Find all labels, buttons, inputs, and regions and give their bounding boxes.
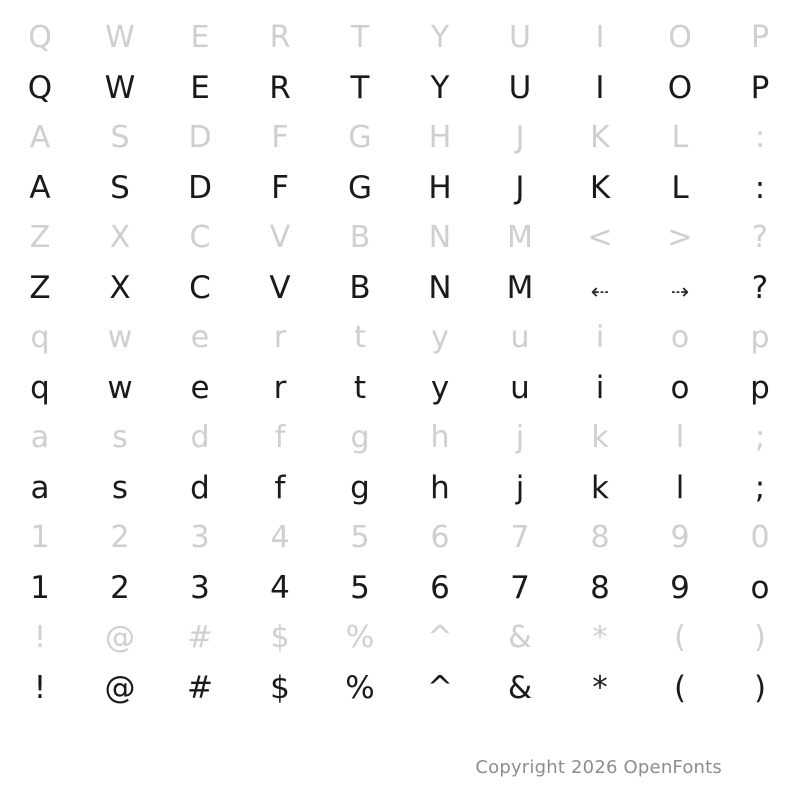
glyph-cell: 3 <box>190 570 210 606</box>
glyph-cell: y <box>430 370 450 406</box>
glyph-cell: ^ <box>427 670 453 706</box>
glyph-cell: a <box>30 420 50 455</box>
glyph-cell: A <box>29 170 51 206</box>
glyph-cell: L <box>671 170 689 206</box>
glyph-cell: ; <box>754 420 766 455</box>
glyph-cell: R <box>269 70 291 106</box>
glyph-cell: i <box>595 370 605 406</box>
copyright-notice: Copyright 2026 OpenFonts <box>475 757 722 778</box>
glyph-cell: J <box>515 120 525 155</box>
glyph-cell: * <box>592 670 608 706</box>
glyph-cell: 7 <box>510 520 530 555</box>
glyph-cell: 0 <box>750 520 770 555</box>
glyph-row <box>0 104 800 153</box>
glyph-cell: D <box>188 120 212 155</box>
glyph-row <box>0 653 800 704</box>
glyph-cell: # <box>187 670 213 706</box>
glyph-cell: F <box>271 170 289 206</box>
glyph-cell: T <box>350 70 370 106</box>
glyph-cell: J <box>515 170 525 206</box>
glyph-cell: < <box>587 220 613 255</box>
glyph-cell: f <box>274 470 286 506</box>
glyph-cell: u <box>510 370 530 406</box>
glyph-cell: I <box>595 70 605 106</box>
glyph-cell: t <box>354 320 366 355</box>
glyph-row <box>0 604 800 653</box>
glyph-cell: 9 <box>670 570 690 606</box>
glyph-cell: p <box>750 370 770 406</box>
glyph-cell: E <box>190 70 210 106</box>
glyph-cell: & <box>507 670 533 706</box>
glyph-cell: S <box>110 170 130 206</box>
glyph-cell: R <box>269 20 291 55</box>
glyph-cell: g <box>350 420 370 455</box>
glyph-cell: o <box>670 370 690 406</box>
glyph-cell: B <box>349 220 371 255</box>
glyph-row <box>0 153 800 204</box>
glyph-cell: D <box>188 170 212 206</box>
glyph-cell: 6 <box>430 520 450 555</box>
glyph-cell: M <box>506 270 534 306</box>
glyph-cell: N <box>428 220 452 255</box>
glyph-cell: $ <box>270 670 290 706</box>
glyph-row <box>0 204 800 253</box>
glyph-cell: F <box>271 120 289 155</box>
glyph-row <box>0 4 800 53</box>
glyph-cell: u <box>510 320 530 355</box>
glyph-cell: M <box>507 220 533 255</box>
glyph-row <box>0 553 800 604</box>
glyph-cell: 8 <box>590 570 610 606</box>
glyph-cell: ? <box>752 220 768 255</box>
glyph-cell: X <box>109 270 131 306</box>
glyph-cell: Q <box>28 20 52 55</box>
glyph-cell: U <box>508 70 532 106</box>
glyph-cell: ⇢ <box>670 280 690 305</box>
glyph-cell: a <box>30 470 50 506</box>
glyph-cell: V <box>269 220 291 255</box>
glyph-cell: k <box>591 420 609 455</box>
glyph-cell: y <box>431 320 449 355</box>
glyph-cell: X <box>109 220 131 255</box>
glyph-cell: o <box>670 320 690 355</box>
glyph-cell: h <box>430 420 450 455</box>
glyph-cell: ( <box>673 670 687 706</box>
glyph-cell: P <box>750 70 770 106</box>
glyph-row <box>0 504 800 553</box>
glyph-cell: f <box>274 420 286 455</box>
glyph-cell: 5 <box>350 570 370 606</box>
glyph-cell: W <box>104 70 136 106</box>
glyph-cell: > <box>667 220 693 255</box>
glyph-cell: U <box>509 20 531 55</box>
glyph-cell: S <box>110 120 130 155</box>
glyph-cell: C <box>189 270 211 306</box>
glyph-cell: o <box>750 570 770 606</box>
glyph-cell: # <box>187 620 213 655</box>
glyph-cell: d <box>190 420 210 455</box>
glyph-cell: 1 <box>30 520 50 555</box>
glyph-cell: r <box>273 320 287 355</box>
glyph-cell: ; <box>754 470 766 506</box>
glyph-cell: % <box>345 620 375 655</box>
glyph-cell: 2 <box>110 520 130 555</box>
glyph-cell: : <box>754 170 766 206</box>
glyph-cell: k <box>591 470 609 506</box>
glyph-cell: H <box>428 120 452 155</box>
glyph-cell: e <box>190 320 210 355</box>
glyph-cell: 1 <box>30 570 50 606</box>
glyph-row <box>0 353 800 404</box>
glyph-cell: Q <box>27 70 53 106</box>
glyph-cell: W <box>105 20 135 55</box>
glyph-cell: H <box>428 170 452 206</box>
glyph-row <box>0 253 800 304</box>
glyph-cell: ^ <box>427 620 453 655</box>
glyph-cell: 6 <box>430 570 450 606</box>
glyph-cell: A <box>29 120 51 155</box>
glyph-cell: t <box>353 370 367 406</box>
glyph-cell: l <box>675 470 685 506</box>
glyph-cell: T <box>350 20 370 55</box>
glyph-cell: 9 <box>670 520 690 555</box>
glyph-cell: g <box>350 470 370 506</box>
glyph-cell: @ <box>105 620 135 655</box>
glyph-cell: r <box>273 370 287 406</box>
glyph-cell: Y <box>430 70 450 106</box>
glyph-cell: ( <box>674 620 686 655</box>
glyph-cell: O <box>668 20 692 55</box>
glyph-cell: * <box>592 620 608 655</box>
glyph-cell: d <box>190 470 210 506</box>
glyph-cell: q <box>30 370 50 406</box>
glyph-cell: ) <box>753 670 767 706</box>
glyph-cell: ) <box>754 620 766 655</box>
glyph-cell: j <box>515 420 525 455</box>
glyph-cell: G <box>348 120 372 155</box>
glyph-row <box>0 304 800 353</box>
glyph-cell: Y <box>430 20 450 55</box>
glyph-cell: $ <box>270 620 290 655</box>
glyph-cell: K <box>589 170 611 206</box>
glyph-cell: P <box>750 20 770 55</box>
glyph-cell: h <box>430 470 450 506</box>
glyph-cell: ? <box>751 270 769 306</box>
glyph-cell: ! <box>33 620 47 655</box>
glyph-row <box>0 404 800 453</box>
glyph-cell: V <box>269 270 291 306</box>
glyph-cell: G <box>347 170 373 206</box>
glyph-cell: I <box>595 20 605 55</box>
glyph-cell: w <box>107 370 133 406</box>
glyph-cell: j <box>515 470 525 506</box>
glyph-cell: s <box>111 470 129 506</box>
glyph-cell: O <box>667 70 693 106</box>
glyph-cell: e <box>190 370 210 406</box>
glyph-cell: C <box>189 220 211 255</box>
glyph-cell: Z <box>29 270 51 306</box>
glyph-cell: ⇠ <box>590 280 610 305</box>
glyph-cell: p <box>750 320 770 355</box>
glyph-cell: 8 <box>590 520 610 555</box>
glyph-cell: @ <box>104 670 136 706</box>
glyph-cell: s <box>112 420 128 455</box>
glyph-cell: ! <box>33 670 47 706</box>
glyph-cell: & <box>508 620 532 655</box>
glyph-cell: E <box>190 20 210 55</box>
glyph-cell: B <box>349 270 371 306</box>
glyph-row <box>0 453 800 504</box>
glyph-cell: 4 <box>270 520 290 555</box>
glyph-cell: : <box>754 120 766 155</box>
glyph-cell: w <box>107 320 133 355</box>
glyph-cell: 3 <box>190 520 210 555</box>
glyph-cell: q <box>30 320 50 355</box>
glyph-cell: 7 <box>510 570 530 606</box>
glyph-cell: l <box>675 420 685 455</box>
glyph-cell: 2 <box>110 570 130 606</box>
glyph-cell: i <box>595 320 605 355</box>
glyph-cell: K <box>590 120 610 155</box>
glyph-cell: Z <box>29 220 51 255</box>
glyph-cell: L <box>671 120 689 155</box>
glyph-row <box>0 53 800 104</box>
glyph-cell: 4 <box>270 570 290 606</box>
glyph-cell: % <box>345 670 375 706</box>
glyph-cell: N <box>428 270 452 306</box>
glyph-cell: 5 <box>350 520 370 555</box>
